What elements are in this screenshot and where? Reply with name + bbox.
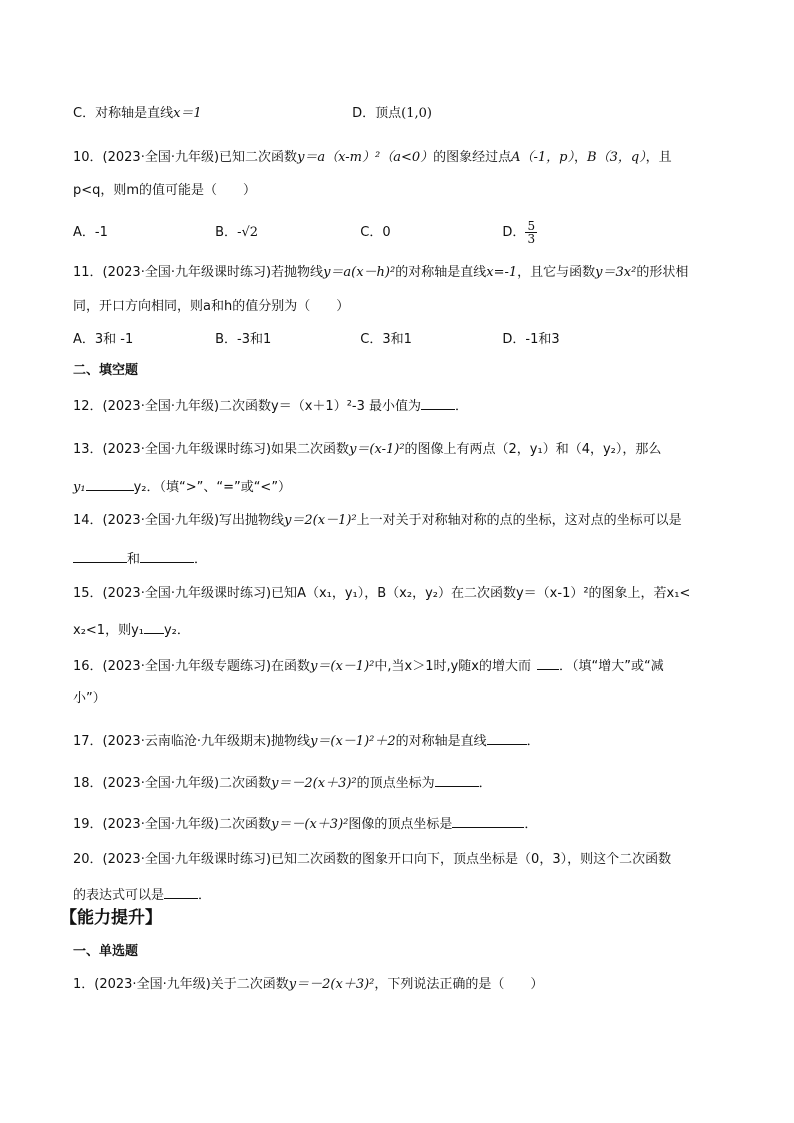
q11-options xyxy=(73,330,560,350)
q18-end: ． xyxy=(478,776,492,791)
q10-line2: p<q，则m的值可能是（ ） xyxy=(73,183,257,198)
q1-text: ，下列说法正确的是（ ） xyxy=(374,977,544,992)
q18-number: 18． xyxy=(73,776,103,791)
q15-text: A（x₁，y₁），B（x₂，y₂）在二次函数y＝（x-1）²的图象上，若x₁< xyxy=(297,586,691,601)
q1-text-pre: 关于二次函数 xyxy=(210,977,289,992)
q10-text-mid: 的图象经过点 xyxy=(433,150,512,165)
q14-and: 和 xyxy=(127,552,141,567)
q16-function: y＝(x－1)² xyxy=(310,659,375,674)
q18-function: y＝－2(x＋3)² xyxy=(271,776,357,791)
q13-answer-blank[interactable] xyxy=(86,477,134,491)
q16-answer-blank[interactable] xyxy=(537,656,559,670)
q1-line xyxy=(73,975,543,995)
q12-text: 二次函数y＝（x＋1）²-3 最小值为 xyxy=(219,399,422,414)
fraction-denominator: 3 xyxy=(527,232,536,246)
q14-source: (2023·全国·九年级) xyxy=(102,513,220,528)
q10-option-b-label: B． xyxy=(215,225,238,240)
q11-text-pre: 若抛物线 xyxy=(271,265,324,280)
q15-answer-blank[interactable] xyxy=(144,620,164,634)
q16-text-tail: ．（填“增大”或“减 xyxy=(559,659,664,674)
q14-line2 xyxy=(73,549,207,570)
q20-answer-blank[interactable] xyxy=(164,885,198,899)
q14-function: y＝2(x－1)² xyxy=(284,513,357,528)
q9-option-d-label: D．顶点 xyxy=(352,106,402,121)
q17-text-pre: 抛物线 xyxy=(271,734,311,749)
q13-y1: y₁ xyxy=(73,480,86,495)
q10-option-b xyxy=(215,223,356,243)
q13-text-pre: 如果二次函数 xyxy=(271,442,350,457)
q17-text: 的对称轴是直线 xyxy=(395,734,487,749)
q11-axis: x=-1 xyxy=(486,265,518,280)
q11-text-tail: 的形状相 xyxy=(636,265,689,280)
q19-end: ． xyxy=(524,817,538,832)
q10-option-d xyxy=(502,220,537,245)
q12-answer-blank[interactable] xyxy=(421,396,455,410)
q11-line1 xyxy=(73,263,688,283)
q9-option-d-expr: (1,0) xyxy=(401,106,432,121)
q13-number: 13． xyxy=(73,442,103,457)
q14-end: ． xyxy=(194,552,208,567)
q19-number: 19． xyxy=(73,817,103,832)
q11-line2: 同，开口方向相同，则a和h的值分别为（ ） xyxy=(73,299,350,314)
q1-function: y＝－2(x＋3)² xyxy=(288,977,375,992)
q13-line1 xyxy=(73,440,661,460)
fraction-numerator: 5 xyxy=(527,219,536,233)
q9-option-d xyxy=(352,104,432,124)
q13-source: (2023·全国·九年级课时练习) xyxy=(102,442,272,457)
q9-option-c xyxy=(73,104,348,124)
q19-answer-blank[interactable] xyxy=(452,814,524,828)
q14-text-tail: 上一对关于对称轴对称的点的坐标，这对点的坐标可以是 xyxy=(356,513,682,528)
q19-text-pre: 二次函数 xyxy=(219,817,272,832)
q1-source: (2023·全国·九年级) xyxy=(94,977,211,992)
q11-number: 11． xyxy=(73,265,103,280)
q17-function: y＝(x－1)²＋2 xyxy=(310,734,396,749)
q9-option-c-label: C．对称轴是直线 xyxy=(73,106,174,121)
q14-answer-blank-1[interactable] xyxy=(73,549,127,563)
q10-option-d-fraction xyxy=(525,220,537,245)
q18-source: (2023·全国·九年级) xyxy=(102,776,220,791)
q10-function: y＝a（x-m）²（a<0） xyxy=(297,150,434,165)
q12-end: ． xyxy=(455,399,469,414)
section-single-choice-heading: 一、单选题 xyxy=(73,944,139,959)
q19-function: y＝－(x＋3)² xyxy=(271,817,349,832)
section-fill-in-heading: 二、填空题 xyxy=(73,363,139,378)
q1-number: 1． xyxy=(73,977,95,992)
q13-text-mid: 的图像上有两点（2，y₁）和（4，y₂），那么 xyxy=(404,442,662,457)
q20-line2-text: 的表达式可以是 xyxy=(73,888,165,903)
q20-line1 xyxy=(73,850,671,870)
q18-answer-blank[interactable] xyxy=(435,773,479,787)
q17-end: ． xyxy=(526,734,540,749)
q15-text-pre: 已知 xyxy=(271,586,298,601)
q10-option-c: C．0 xyxy=(360,225,391,240)
q16-source: (2023·全国·九年级专题练习) xyxy=(102,659,272,674)
q12-source: (2023·全国·九年级) xyxy=(102,399,220,414)
q20-line2 xyxy=(73,885,211,906)
q15-line2-post: y₂． xyxy=(163,623,190,638)
q11-source: (2023·全国·九年级课时练习) xyxy=(102,265,272,280)
ability-improvement-heading: 【能力提升】 xyxy=(60,908,162,928)
q14-line1 xyxy=(73,511,682,531)
q16-text-pre: 在函数 xyxy=(271,659,311,674)
q15-line2-pre: x₂<1，则y₁ xyxy=(73,623,144,638)
q14-answer-blank-2[interactable] xyxy=(140,549,194,563)
q13-function: y＝(x-1)² xyxy=(349,442,405,457)
q19-line xyxy=(73,814,537,835)
q9-options-cd xyxy=(73,104,432,124)
q15-source: (2023·全国·九年级课时练习) xyxy=(102,586,272,601)
q10-option-d-label: D． xyxy=(502,225,526,240)
q16-line1 xyxy=(73,656,664,677)
q11-option-b: B．-3和1 xyxy=(215,332,272,347)
q17-answer-blank[interactable] xyxy=(487,731,527,745)
q20-end: ． xyxy=(198,888,212,903)
q10-text-tail: ，且 xyxy=(645,150,672,165)
q11-option-a: A．3和 -1 xyxy=(73,332,134,347)
q13-line2 xyxy=(73,477,291,498)
q10-option-a: A．-1 xyxy=(73,225,108,240)
q10-number: 10． xyxy=(73,150,103,165)
q11-function2: y＝3x² xyxy=(595,265,637,280)
q19-source: (2023·全国·九年级) xyxy=(102,817,220,832)
q10-comma: ， xyxy=(574,150,588,165)
q11-function: y＝a(x－h)² xyxy=(323,265,396,280)
q11-option-c: C．3和1 xyxy=(360,332,412,347)
q17-line xyxy=(73,731,540,752)
q15-line1 xyxy=(73,584,690,604)
q15-line2 xyxy=(73,620,190,641)
q15-number: 15． xyxy=(73,586,103,601)
q16-number: 16． xyxy=(73,659,103,674)
q10-text-pre: 已知二次函数 xyxy=(219,150,298,165)
q13-line2-text: y₂．（填“>”、“=”或“<”） xyxy=(133,480,292,495)
q17-source: (2023·云南临沧·九年级期末) xyxy=(102,734,272,749)
q10-source: (2023·全国·九年级) xyxy=(102,150,220,165)
q10-point-b: B（3，q） xyxy=(587,150,646,165)
q14-text-pre: 写出抛物线 xyxy=(219,513,285,528)
q12-number: 12． xyxy=(73,399,103,414)
q20-number: 20． xyxy=(73,852,103,867)
q10-line1 xyxy=(73,148,672,168)
q20-source: (2023·全国·九年级课时练习) xyxy=(102,852,272,867)
q11-text-mid2: ，且它与函数 xyxy=(517,265,596,280)
q9-option-c-expr: x＝1 xyxy=(173,106,202,121)
q14-number: 14． xyxy=(73,513,103,528)
q10-point-a: A（-1，p） xyxy=(511,150,574,165)
q12-line xyxy=(73,396,468,417)
q11-text-mid: 的对称轴是直线 xyxy=(395,265,487,280)
q10-options xyxy=(73,220,537,245)
q18-text: 的顶点坐标为 xyxy=(356,776,435,791)
q17-number: 17． xyxy=(73,734,103,749)
q10-option-b-expr: -√2 xyxy=(237,225,259,240)
q16-text: 中,当x＞1时,y随x的增大而 xyxy=(374,659,531,674)
q16-line2: 小”） xyxy=(73,691,106,706)
q20-text: 已知二次函数的图象开口向下，顶点坐标是（0，3），则这个二次函数 xyxy=(271,852,672,867)
q18-line xyxy=(73,773,492,794)
q18-text-pre: 二次函数 xyxy=(219,776,272,791)
q19-text: 图像的顶点坐标是 xyxy=(348,817,453,832)
q11-option-d: D．-1和3 xyxy=(502,332,560,347)
